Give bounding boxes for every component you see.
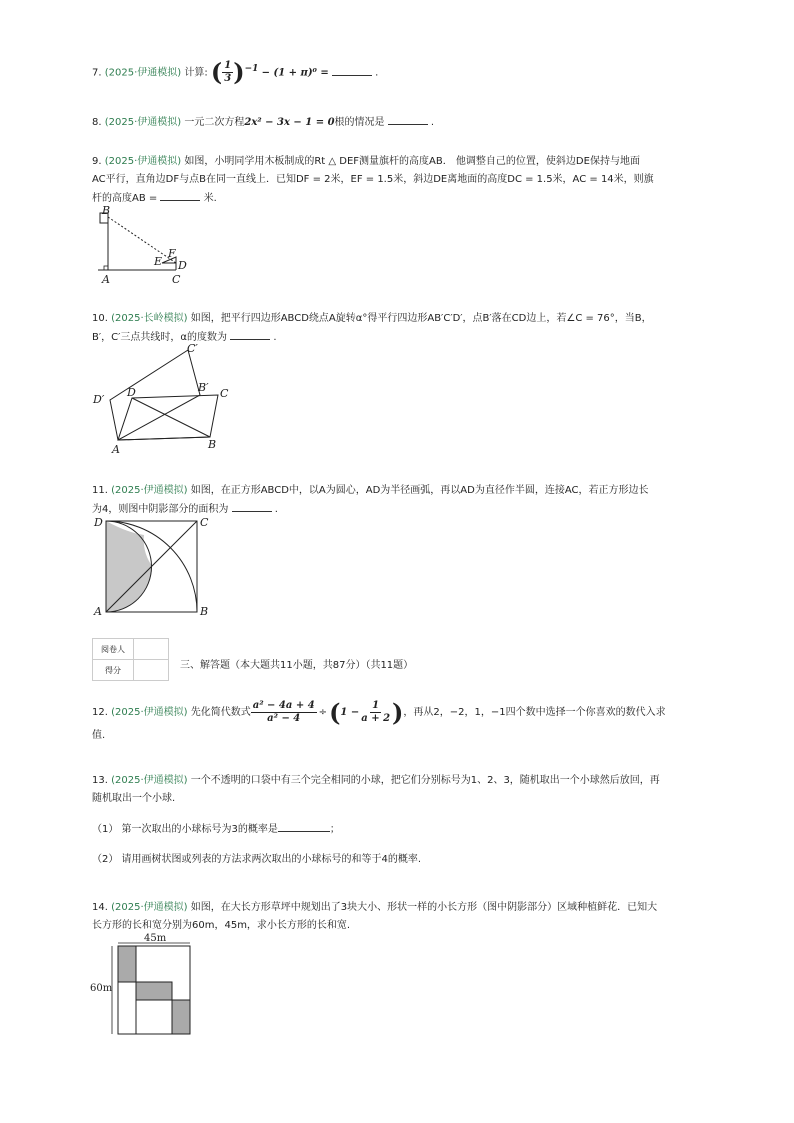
q9-sight-line xyxy=(108,217,176,263)
q10-label-c: C xyxy=(220,387,229,400)
q9-number: 9. xyxy=(92,156,102,167)
q12-divide: ÷ xyxy=(318,706,328,718)
q7-left-paren: ( xyxy=(210,57,223,87)
question-12 xyxy=(92,697,692,745)
q8-source: (2025·伊通模拟) xyxy=(104,117,182,128)
q10-line2: B′，C′三点共线时，α的度数为 xyxy=(92,332,227,343)
q11-label-d: D xyxy=(94,516,103,529)
q9-line3a: 杆的高度AB = xyxy=(92,193,158,204)
q8-equation: 2x² − 3x − 1 = 0 xyxy=(244,117,335,128)
q14-line1: 如图，在大长方形草坪中规划出了3块大小、形状一样的小长方形（图中阴影部分）区域种植鲜花．已知大 xyxy=(190,902,658,913)
q10-figure xyxy=(88,340,238,458)
q10-line1: 如图，把平行四边形ABCD绕点A旋转α°得平行四边形AB′C′D′，点B′落在CD边上，若∠C = 76°，当B， xyxy=(190,313,652,324)
q13-line2: 随机取出一个小球. xyxy=(92,793,176,804)
q8-text1: 一元二次方程 xyxy=(184,117,245,128)
q14-figure xyxy=(88,930,198,1038)
q7-answer-blank[interactable] xyxy=(332,64,372,76)
q11-end: . xyxy=(274,504,278,515)
score-table xyxy=(92,638,169,681)
q9-label-b: B xyxy=(102,205,111,217)
question-13 xyxy=(92,772,692,869)
question-11 xyxy=(92,482,692,519)
q9-label-a: A xyxy=(102,273,110,286)
q11-answer-blank[interactable] xyxy=(232,500,272,512)
q14-small-rect-3 xyxy=(172,1000,190,1034)
q13-part1-end: ； xyxy=(329,824,340,835)
reviewer-label: 阅卷人 xyxy=(93,639,134,660)
section-3-heading: 三、解答题（本大题共11小题，共87分）（共11题） xyxy=(180,660,414,671)
q14-line2: 长方形的长和宽分别为60m，45m，求小长方形的长和宽. xyxy=(92,920,351,931)
q7-right-paren: ) xyxy=(233,57,245,87)
q9-figure xyxy=(92,205,202,287)
q10-end: . xyxy=(273,332,277,343)
q10-parallelogram-ab1c1d1 xyxy=(110,350,200,440)
q10-label-d: D xyxy=(127,386,136,399)
q7-source: (2025·伊通模拟) xyxy=(104,67,182,79)
q11-label-c: C xyxy=(200,516,209,529)
q14-small-rect-1 xyxy=(118,946,136,982)
score-cell[interactable] xyxy=(134,660,169,681)
q9-label-d: D xyxy=(178,259,187,272)
question-8 xyxy=(92,113,692,132)
q9-answer-blank[interactable] xyxy=(160,189,200,201)
q12-source: (2025·伊通模拟) xyxy=(111,706,188,718)
q11-figure xyxy=(92,515,212,620)
score-label: 得分 xyxy=(93,660,134,681)
q11-label-a: A xyxy=(94,605,102,618)
q11-number: 11. xyxy=(92,485,108,496)
q8-text2: 根的情况是 xyxy=(334,117,385,128)
q12-line2: 值. xyxy=(92,730,106,741)
q10-answer-blank[interactable] xyxy=(230,328,270,340)
q7-fraction: $\frac{1}{3}$ xyxy=(224,60,232,84)
q9-label-c: C xyxy=(172,273,181,286)
q10-label-b: B xyxy=(208,438,217,451)
q10-number: 10. xyxy=(92,313,108,324)
q14-small-rect-2 xyxy=(136,982,172,1000)
q13-part2: （2） 请用画树状图或列表的方法求两次取出的小球标号的和等于4的概率. xyxy=(92,854,422,865)
q10-label-b1: B′ xyxy=(198,381,209,394)
q11-source: (2025·伊通模拟) xyxy=(111,485,188,496)
q8-answer-blank[interactable] xyxy=(388,113,428,125)
question-9 xyxy=(92,153,692,208)
q13-source: (2025·伊通模拟) xyxy=(111,775,188,786)
q11-line2: 为4，则图中阴影部分的面积为 xyxy=(92,504,229,515)
q14-number: 14. xyxy=(92,902,108,913)
reviewer-cell[interactable] xyxy=(134,639,169,660)
q12-text1: 先化简代数式 xyxy=(190,706,251,718)
q13-part1: （1） 第一次取出的小球标号为3的概率是 xyxy=(92,824,278,835)
q9-label-e: E xyxy=(154,255,163,268)
question-7 xyxy=(92,57,692,87)
q7-text: 计算: xyxy=(184,67,208,79)
q9-right-angle xyxy=(104,266,108,270)
q12-fraction-1: $\frac{\text{a² − 4a + 4}}{\text{a² − 4}}$ xyxy=(252,700,315,724)
q10-cross xyxy=(132,398,210,437)
q7-exponent: −1 xyxy=(244,64,259,75)
q12-right-paren: ) xyxy=(392,697,404,727)
q10-diagonal xyxy=(118,437,210,440)
q12-one: 1 − xyxy=(340,706,360,718)
q12-text2: ，再从2，−2，1，−1四个数中选择一个你喜欢的数代入求 xyxy=(403,706,666,718)
q12-number: 12. xyxy=(92,706,108,718)
q9-line1: 如图，小明同学用木板制成的Rt △ DEF测量旗杆的高度AB． 他调整自己的位置，使斜边DE保持与地面 xyxy=(184,156,640,167)
q9-source: (2025·伊通模拟) xyxy=(104,156,182,167)
q12-left-paren: ( xyxy=(329,697,341,727)
q7-end: . xyxy=(375,67,379,79)
q8-end: . xyxy=(430,117,435,128)
q13-answer-blank[interactable] xyxy=(278,820,330,832)
q12-fraction-2: $\frac{1}{a + 2}$ xyxy=(361,700,391,724)
q7-expression: − (1 + π)⁰ = xyxy=(261,67,329,79)
q11-line1: 如图，在正方形ABCD中，以A为圆心，AD为半径画弧，再以AD为直径作半圆，连接AC，若正方形边长 xyxy=(190,485,649,496)
q9-line3b: 米. xyxy=(203,193,217,204)
q10-label-c1: C′ xyxy=(187,342,198,355)
q14-source: (2025·伊通模拟) xyxy=(111,902,188,913)
q13-number: 13. xyxy=(92,775,108,786)
q9-label-f: F xyxy=(168,247,176,260)
q11-label-b: B xyxy=(200,605,209,618)
q10-label-a: A xyxy=(112,443,120,456)
q13-line1: 一个不透明的口袋中有三个完全相同的小球，把它们分别标号为1、2、3，随机取出一个小球然后放回，再 xyxy=(190,775,660,786)
q14-width-label: 45m xyxy=(144,933,167,944)
q10-source: (2025·长岭模拟) xyxy=(111,313,188,324)
q14-height-label: 60m xyxy=(90,983,113,994)
q8-number: 8. xyxy=(92,117,102,128)
q11-shaded-region xyxy=(106,521,152,612)
q7-number: 7. xyxy=(92,67,102,79)
q10-label-d1: D′ xyxy=(93,393,105,406)
q9-line2: AC平行，直角边DF与点B在同一直线上．已知DF = 2米，EF = 1.5米，斜边DE离地面的高度DC = 1.5米，AC = 14米，则旗 xyxy=(92,174,654,185)
